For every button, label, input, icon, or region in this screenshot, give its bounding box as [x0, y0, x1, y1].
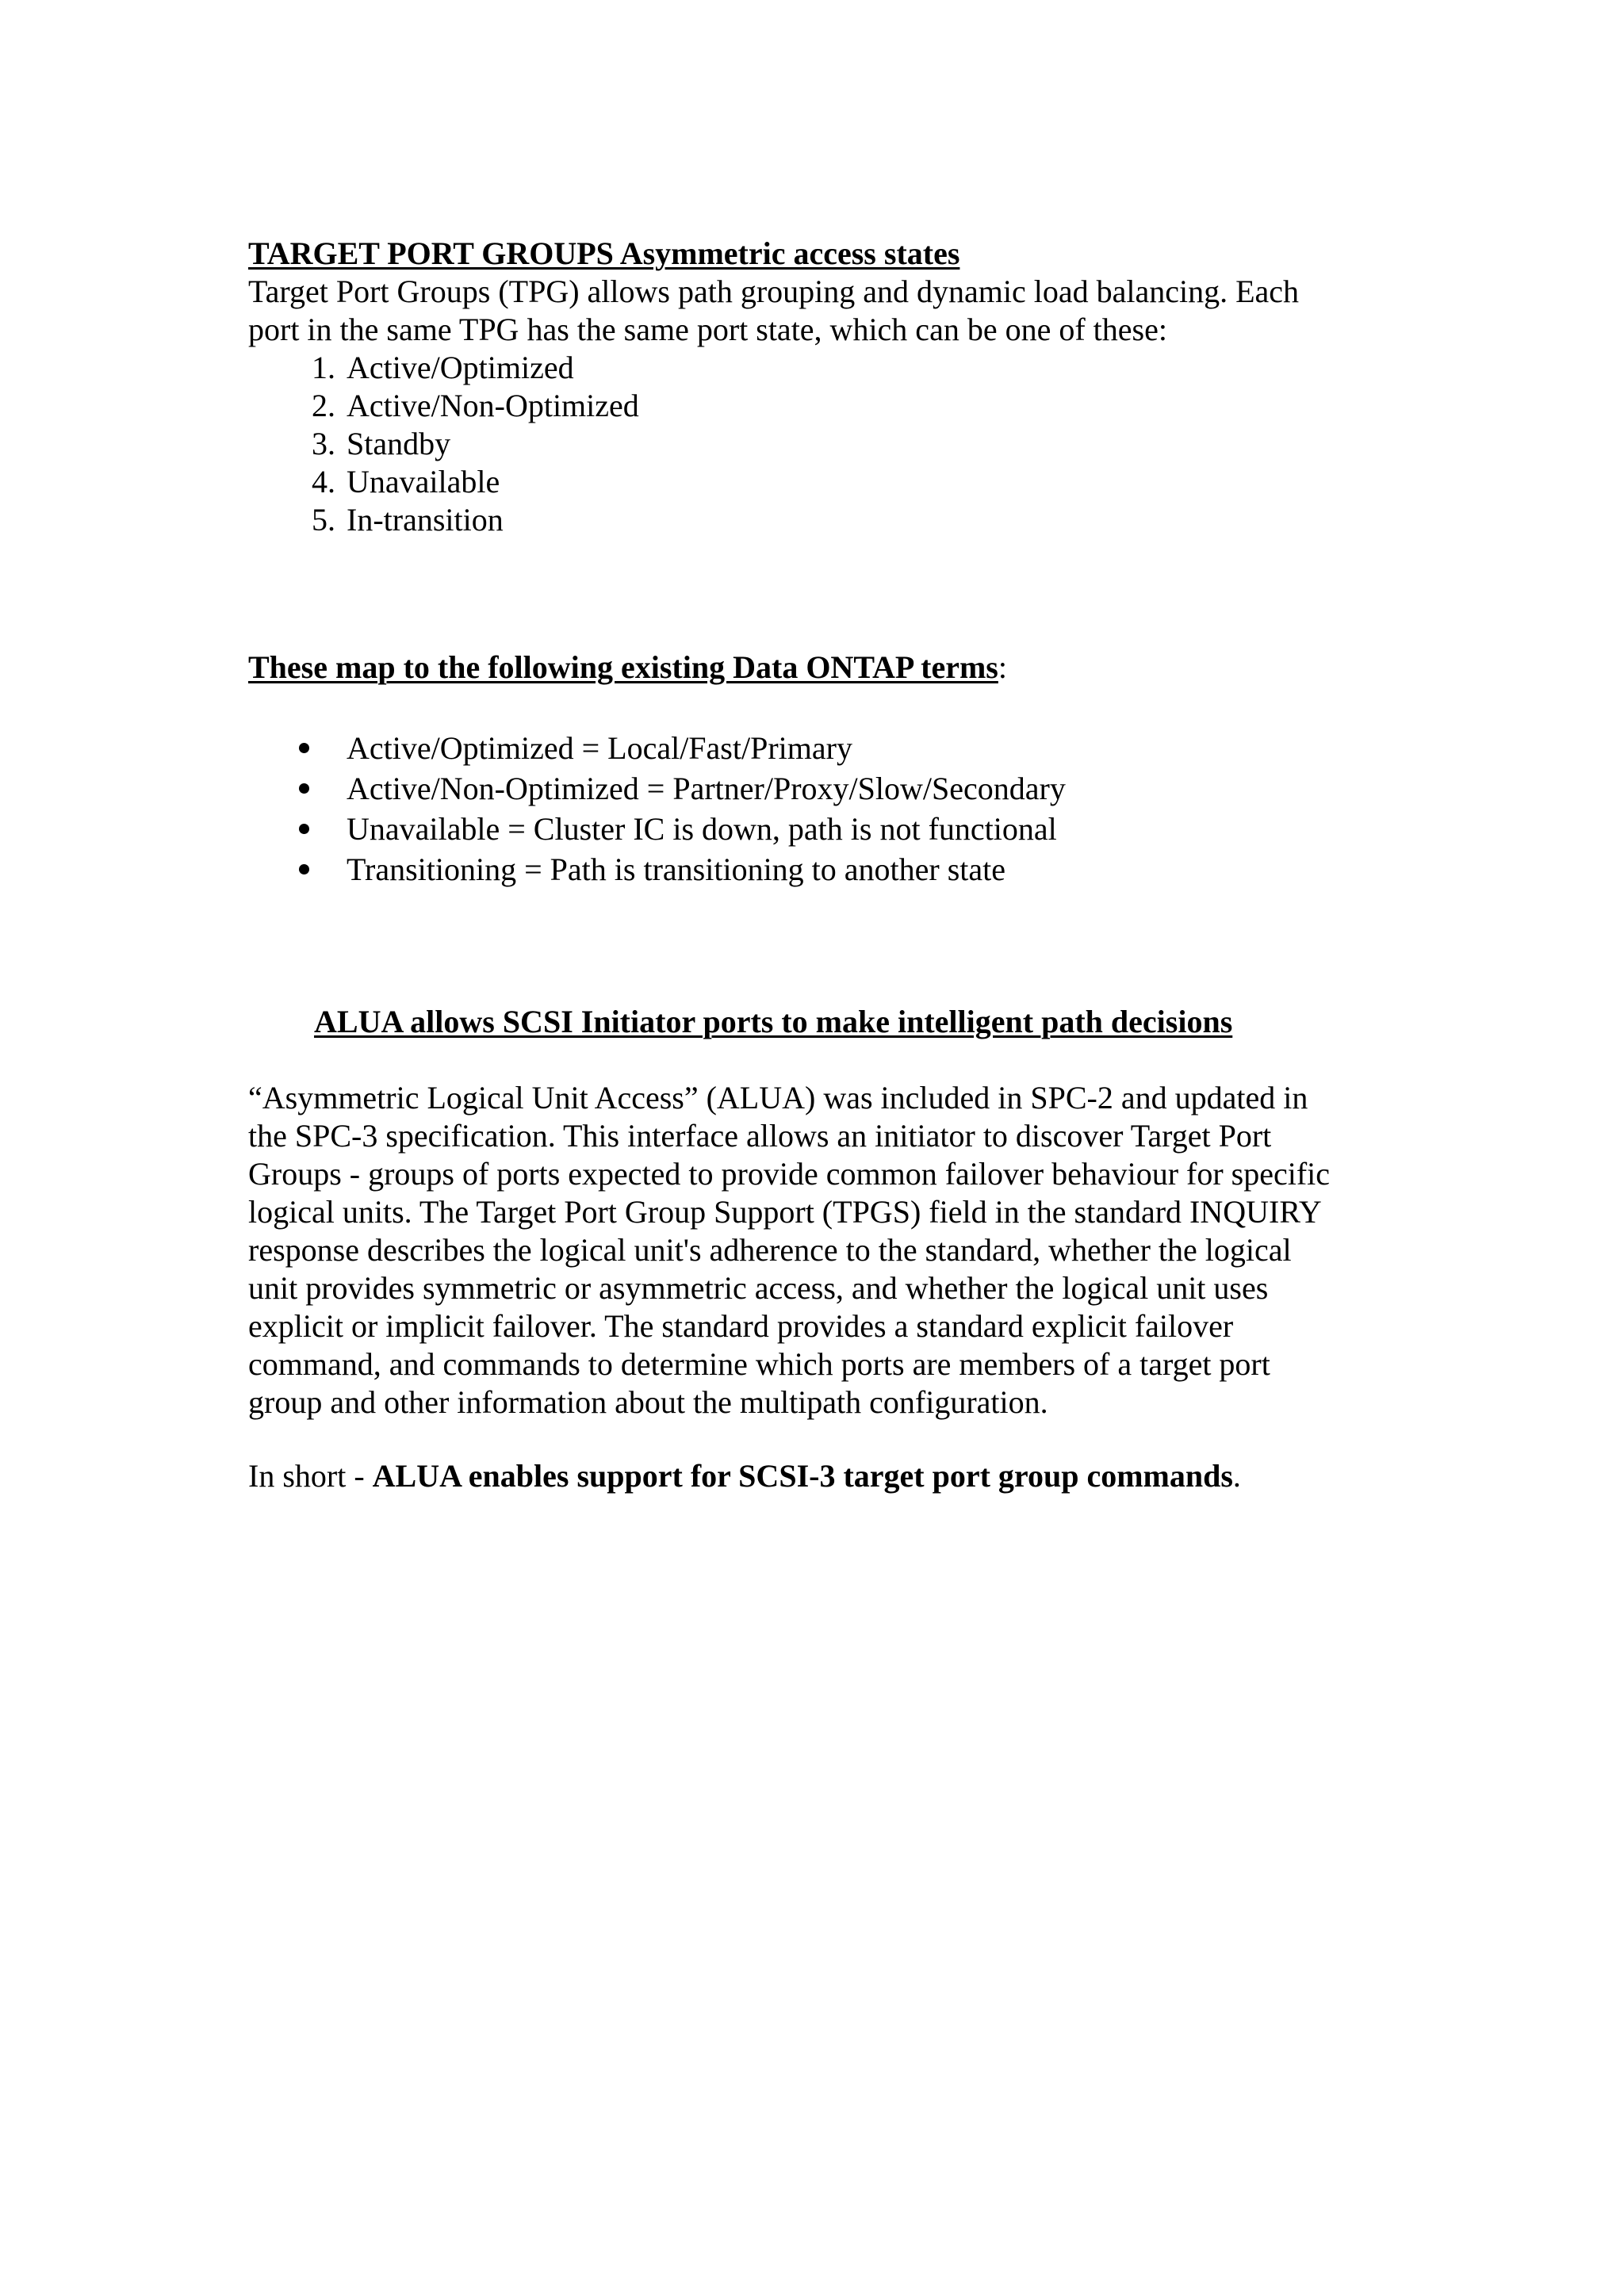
list-item-label: Transitioning = Path is transitioning to another state [347, 851, 1006, 887]
list-number: 2. [312, 388, 335, 423]
summary-bold: ALUA enables support for SCSI-3 target port group commands [372, 1458, 1233, 1494]
paragraph-line: “Asymmetric Logical Unit Access” (ALUA) was included in SPC-2 and updated in [248, 1080, 1308, 1115]
alua-heading: ALUA allows SCSI Initiator ports to make intelligent path decisions [314, 1004, 1233, 1039]
list-item-label: Unavailable = Cluster IC is down, path is not functional [347, 811, 1057, 847]
list-item-label: Standby [347, 426, 451, 461]
alua-summary [248, 1457, 1414, 1495]
list-number: 3. [312, 426, 335, 461]
bullet-icon [299, 864, 309, 874]
mapping-list [248, 728, 1414, 890]
tpg-intro-line: port in the same TPG has the same port state, which can be one of these: [248, 312, 1167, 347]
ontap-mapping-section [248, 649, 1414, 890]
paragraph-line: group and other information about the multipath configuration. [248, 1384, 1048, 1420]
paragraph-line: logical units. The Target Port Group Support (TPGS) field in the standard INQUIRY [248, 1194, 1322, 1230]
summary-prefix: In short - [248, 1458, 373, 1494]
bullet-icon [299, 783, 309, 794]
bullet-icon [299, 743, 309, 753]
paragraph-line: unit provides symmetric or asymmetric access, and whether the logical unit uses [248, 1270, 1269, 1306]
port-states-list [248, 349, 1414, 539]
summary-line [248, 1457, 1414, 1495]
list-number: 4. [312, 464, 335, 499]
tpg-intro-line: Target Port Groups (TPG) allows path grouping and dynamic load balancing. Each [248, 274, 1300, 309]
list-item-label: Active/Optimized [347, 350, 574, 385]
tpg-section [248, 235, 1414, 539]
alua-paragraph [248, 1079, 1414, 1422]
list-item [248, 387, 1414, 425]
list-item-label: Active/Optimized = Local/Fast/Primary [347, 730, 852, 766]
list-item [248, 849, 1414, 890]
list-item [248, 768, 1414, 809]
list-item [248, 463, 1414, 501]
list-item [248, 728, 1414, 768]
paragraph-line: response describes the logical unit's adherence to the standard, whether the logical [248, 1232, 1292, 1268]
list-item [248, 349, 1414, 387]
ontap-heading-line [248, 649, 1414, 687]
tpg-heading: TARGET PORT GROUPS Asymmetric access states [248, 235, 960, 271]
ontap-heading: These map to the following existing Data ONTAP terms [248, 649, 998, 685]
paragraph-line: Groups - groups of ports expected to provide common failover behaviour for specific [248, 1156, 1331, 1192]
paragraph-line: explicit or implicit failover. The standard provides a standard explicit failover [248, 1308, 1234, 1344]
list-number: 5. [312, 502, 335, 538]
list-item-label: Active/Non-Optimized = Partner/Proxy/Slow/Secondary [347, 771, 1066, 806]
bullet-icon [299, 824, 309, 834]
summary-suffix: . [1232, 1458, 1241, 1494]
list-item [248, 809, 1414, 849]
ontap-heading-suffix: : [998, 649, 1007, 685]
list-item [248, 425, 1414, 463]
paragraph-line: command, and commands to determine which ports are members of a target port [248, 1346, 1270, 1382]
paragraph-line: the SPC-3 specification. This interface allows an initiator to discover Target Port [248, 1118, 1272, 1154]
list-number: 1. [312, 350, 335, 385]
list-item-label: Active/Non-Optimized [347, 388, 639, 423]
list-item-label: Unavailable [347, 464, 500, 499]
list-item [248, 501, 1414, 539]
list-item-label: In-transition [347, 502, 504, 538]
